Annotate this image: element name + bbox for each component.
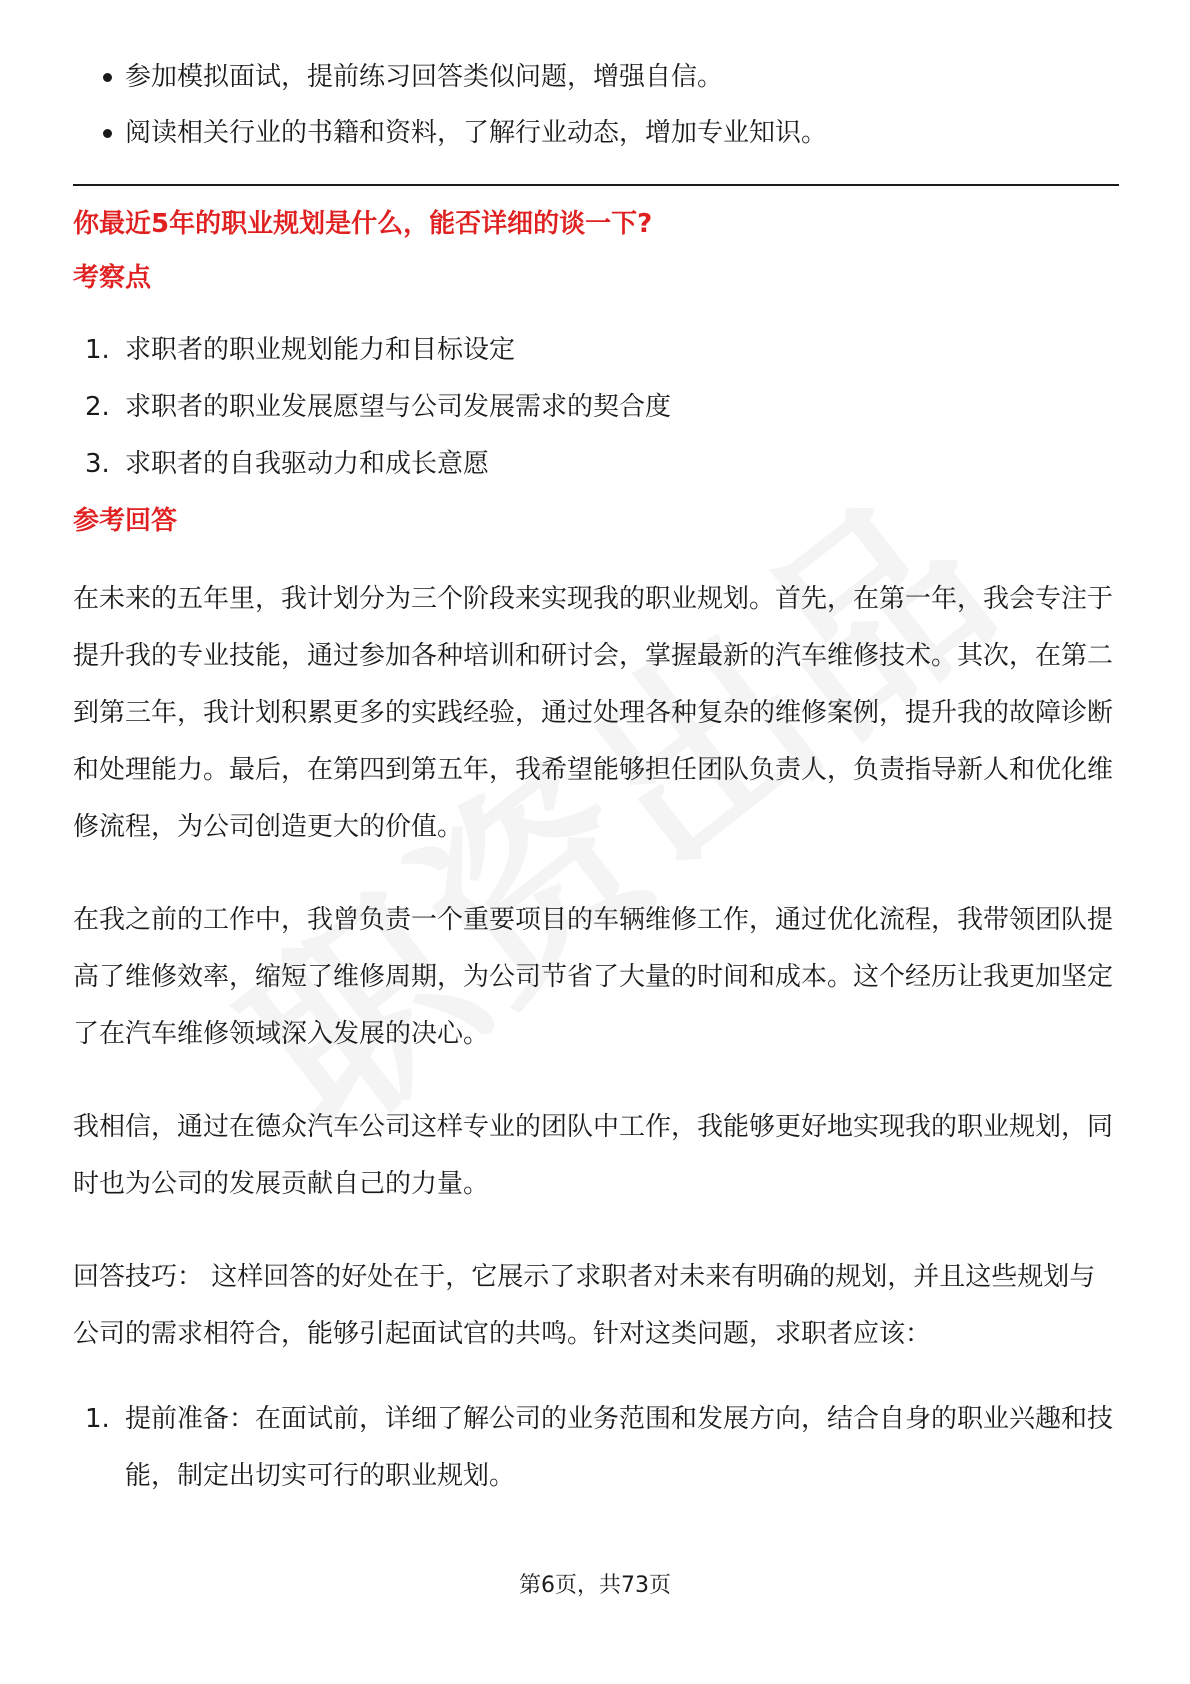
list-item-text: 求职者的职业发展愿望与公司发展需求的契合度 [125,392,672,422]
answer-heading: 参考回答 [73,506,178,536]
list-number: 2. [85,392,110,422]
list-item-text: 提前准备：在面试前，详细了解公司的业务范围和发展方向，结合自身的职业兴趣和技能，制定出切实可行的职业规划。 [125,1404,1114,1491]
list-item [73,387,1119,427]
list-item: 阅读相关行业的书籍和资料，了解行业动态，增加专业知识。 [73,114,1119,152]
intro-bullet-list [73,58,1119,152]
list-item-text: 求职者的自我驱动力和成长意愿 [125,449,490,479]
answer-paragraph: 我相信，通过在德众汽车公司这样专业的团队中工作，我能够更好地实现我的职业规划，同时也为公司的发展贡献自己的力量。 [73,1112,1114,1199]
question-heading: 你最近5年的职业规划是什么，能否详细的谈一下? [73,209,653,239]
tips-list [73,1391,1119,1505]
list-item [73,330,1119,370]
focus-heading: 考察点 [73,263,152,293]
focus-point-list [73,330,1119,484]
answer-paragraph: 在我之前的工作中，我曾负责一个重要项目的车辆维修工作，通过优化流程，我带领团队提高了维修效率，缩短了维修周期，为公司节省了大量的时间和成本。这个经历让我更加坚定了在汽车维修领域深入发展的决心。 [73,905,1114,1049]
list-item [73,1391,1119,1505]
list-number: 1. [85,335,110,365]
list-number: 3. [85,449,110,479]
list-number: 1. [85,1404,110,1434]
list-item-text: 求职者的职业规划能力和目标设定 [125,335,516,365]
list-item: 参加模拟面试，提前练习回答类似问题，增强自信。 [73,58,1119,96]
answer-tips-paragraph: 回答技巧： 这样回答的好处在于，它展示了求职者对未来有明确的规划，并且这些规划与公司的需求相符合，能够引起面试官的共鸣。针对这类问题，求职者应该： [73,1262,1096,1349]
section-divider [73,184,1119,186]
document-page [73,58,1119,1505]
page-footer: 第6页，共73页 [519,1573,671,1598]
list-item [73,444,1119,484]
answer-paragraph: 在未来的五年里，我计划分为三个阶段来实现我的职业规划。首先，在第一年，我会专注于提升我的专业技能，通过参加各种培训和研讨会，掌握最新的汽车维修技术。其次，在第二到第三年，我计划积累更多的实践经验，通过处理各种复杂的维修案例，提升我的故障诊断和处理能力。最后，在第四到第五年，我希望能够担任团队负责人，负责指导新人和优化维修流程，为公司创造更大的价值。 [73,584,1114,842]
